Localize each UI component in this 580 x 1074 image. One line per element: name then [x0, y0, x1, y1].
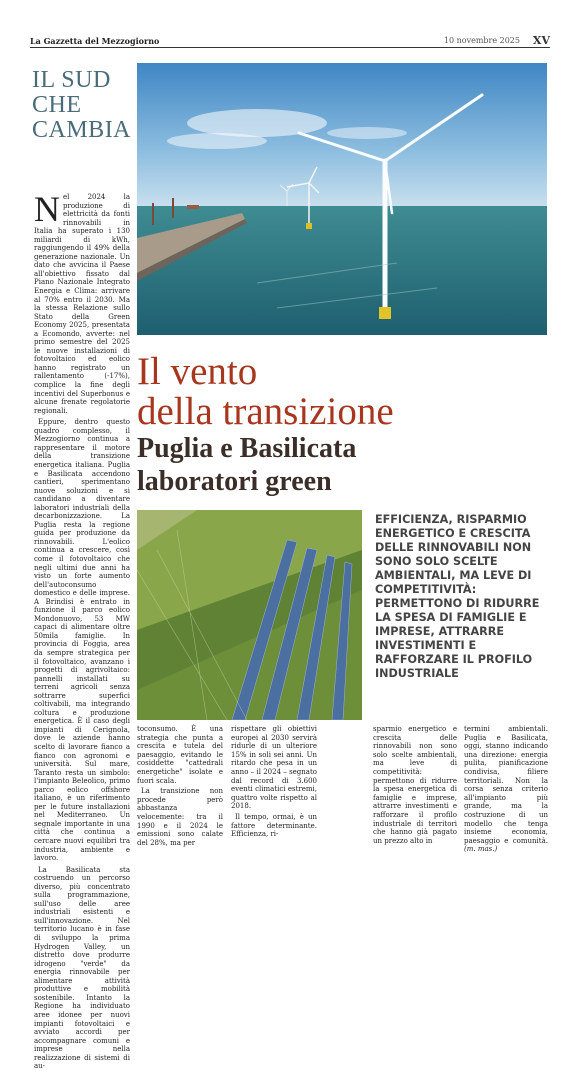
- subheadline: [137, 432, 547, 498]
- article-paragraph: Eppure, dentro questo quadro complesso, il Mezzogiorno continua a rappresentare il motore della transizione energetica italiana. Puglia e Basilicata accendono cantieri, sperimentano nuove soluzioni e si candidano a diventare laboratori industriali della decarbonizzazione. La Puglia resta la regione guida per produzione da rinnovabili. L'eolico continua a crescere, così come il fotovoltaico che negli ultimi due anni ha visto un forte aumento dell'autoconsumo domestico e delle imprese. A Brindisi è entrato in funzione il parco eolico Mondonuovo, 53 MW capaci di alimentare oltre 50mila famiglie. In provincia di Foggia, area da sempre strategica per il fotovoltaico, avanzano i progetti di agrivoltaico: pannelli installati su terreni agricoli senza sottrarre superfici coltivabili, ma integrando coltura e produzione energetica. È il caso degli impianti di Cerignola, dove le aziende hanno scelto di lavorare fianco a fianco con agronomi e università. Sul mare, Taranto resta un simbolo: l'impianto Beleolico, primo parco eolico offshore italiano, è un riferimento per le future installazioni nel Mediterraneo. Un segnale importante in una città che continua a cercare nuovi equilibri tra industria, ambiente e lavoro.: [34, 418, 130, 863]
- agrivoltaic-photo: [137, 510, 362, 720]
- article-paragraph: rispettare gli obiettivi europei al 2030 servirà ridurle di un ulteriore 15% in soli sei anni. Un ritardo che pesa in un anno – il 2024 – segnato dal record di 3.600 eventi climatici estremi, quattro volte rispetto al 2018.: [231, 725, 317, 811]
- paragraph-text: el 2024 la produzione di elettricità da fonti rinnovabili in Italia ha superato i 130 miliardi di kWh, raggiungendo il 49% della generazione nazionale. Un dato che avvicina il Paese all'obiettivo fissato dal Piano Nazionale Integrato Energia e Clima: arrivare al 70% entro il 2030. Ma la stessa Relazione sullo Stato della Green Economy 2025, presentata a Ecomondo, avverte: nel primo semestre del 2025 le nuove installazioni di fotovoltaico ed eolico hanno registrato un rallentamento (-17%), complice la fine degli incentivi del Superbonus e alcune frenate regolatorie regionali.: [34, 193, 130, 415]
- article-paragraph: [34, 189, 130, 415]
- article-column-3: [231, 725, 317, 841]
- kicker-line: IL SUD: [32, 67, 111, 93]
- article-column-2: [137, 725, 223, 849]
- page-number: XV: [532, 34, 550, 47]
- article-column-4: [373, 725, 457, 847]
- headline: [137, 352, 547, 432]
- headline-line: Il vento: [137, 350, 258, 393]
- article-paragraph: toconsumo. È una strategia che punta a crescita e tutela del paesaggio, evitando le cosiddette "cattedrali energetiche" isolate e fuori scala.: [137, 725, 223, 785]
- subheadline-line: Puglia e Basilicata: [137, 433, 357, 464]
- kicker-line: CAMBIA: [32, 117, 132, 143]
- offshore-wind-photo: [137, 63, 547, 335]
- author-signature: (m. mas.): [464, 845, 498, 854]
- paragraph-text: termini ambientali. Puglia e Basilicata, oggi, stanno indicando una direzione: energia pulita, pianificazione condivisa, filiere territoriali. Non la corsa senza criterio all'impianto più grande, ma la costruzione di un modello che tenga insieme economia, paesaggio e comunità.: [464, 725, 548, 845]
- article-column-left: [34, 189, 130, 1074]
- masthead: [30, 36, 550, 46]
- kicker-line: CHE: [32, 92, 82, 118]
- article-paragraph: La Basilicata sta costruendo un percorso diverso, più concentrato sulla programmazione, sull'uso delle aree industriali esistenti e sull'innovazione. Nel territorio lucano è in fase di sviluppo la prima Hydrogen Valley, un distretto dove produrre idrogeno "verde" da energia rinnovabile per alimentare attività produttive e mobilità sostenibile. Intanto la Regione ha individuato aree idonee per nuovi impianti fotovoltaici e avviato accordi per accompagnare comuni e imprese nella realizzazione di sistemi di au-: [34, 865, 130, 1071]
- article-column-5: [464, 725, 548, 856]
- section-kicker: [32, 68, 132, 143]
- pull-quote: EFFICIENZA, RISPARMIO ENERGETICO E CRESCITA DELLE RINNOVABILI NON SONO SOLO SCELTE AMBIENTALI, MA LEVE DI COMPETITIVITÀ: PERMETTONO DI RIDURRE LA SPESA DI FAMIGLIE E IMPRESE, ATTRARRE INVESTIMENTI E RAFFORZARE IL PROFILO INDUSTRIALE: [375, 513, 540, 680]
- article-paragraph: [464, 725, 548, 854]
- article-paragraph: sparmio energetico e crescita delle rinnovabili non sono solo scelte ambientali, ma leve di competitività: permettono di ridurre la spesa energetica di famiglie e imprese, attrarre investimenti e rafforzare il profilo industriale di territori che hanno già pagato un prezzo alto in: [373, 725, 457, 845]
- subheadline-line: laboratori green: [137, 466, 332, 497]
- article-paragraph: La transizione non procede però abbastanza velocemente: tra il 1990 e il 2024 le emissioni sono calate del 28%, ma per: [137, 787, 223, 847]
- article-paragraph: Il tempo, ormai, è un fattore determinante. Efficienza, ri-: [231, 812, 317, 839]
- newspaper-name: La Gazzetta del Mezzogiorno: [30, 36, 160, 46]
- drop-cap: N: [34, 189, 60, 229]
- issue-date: 10 novembre 2025: [443, 36, 520, 45]
- masthead-rule: [30, 47, 550, 48]
- headline-line: della transizione: [137, 390, 394, 433]
